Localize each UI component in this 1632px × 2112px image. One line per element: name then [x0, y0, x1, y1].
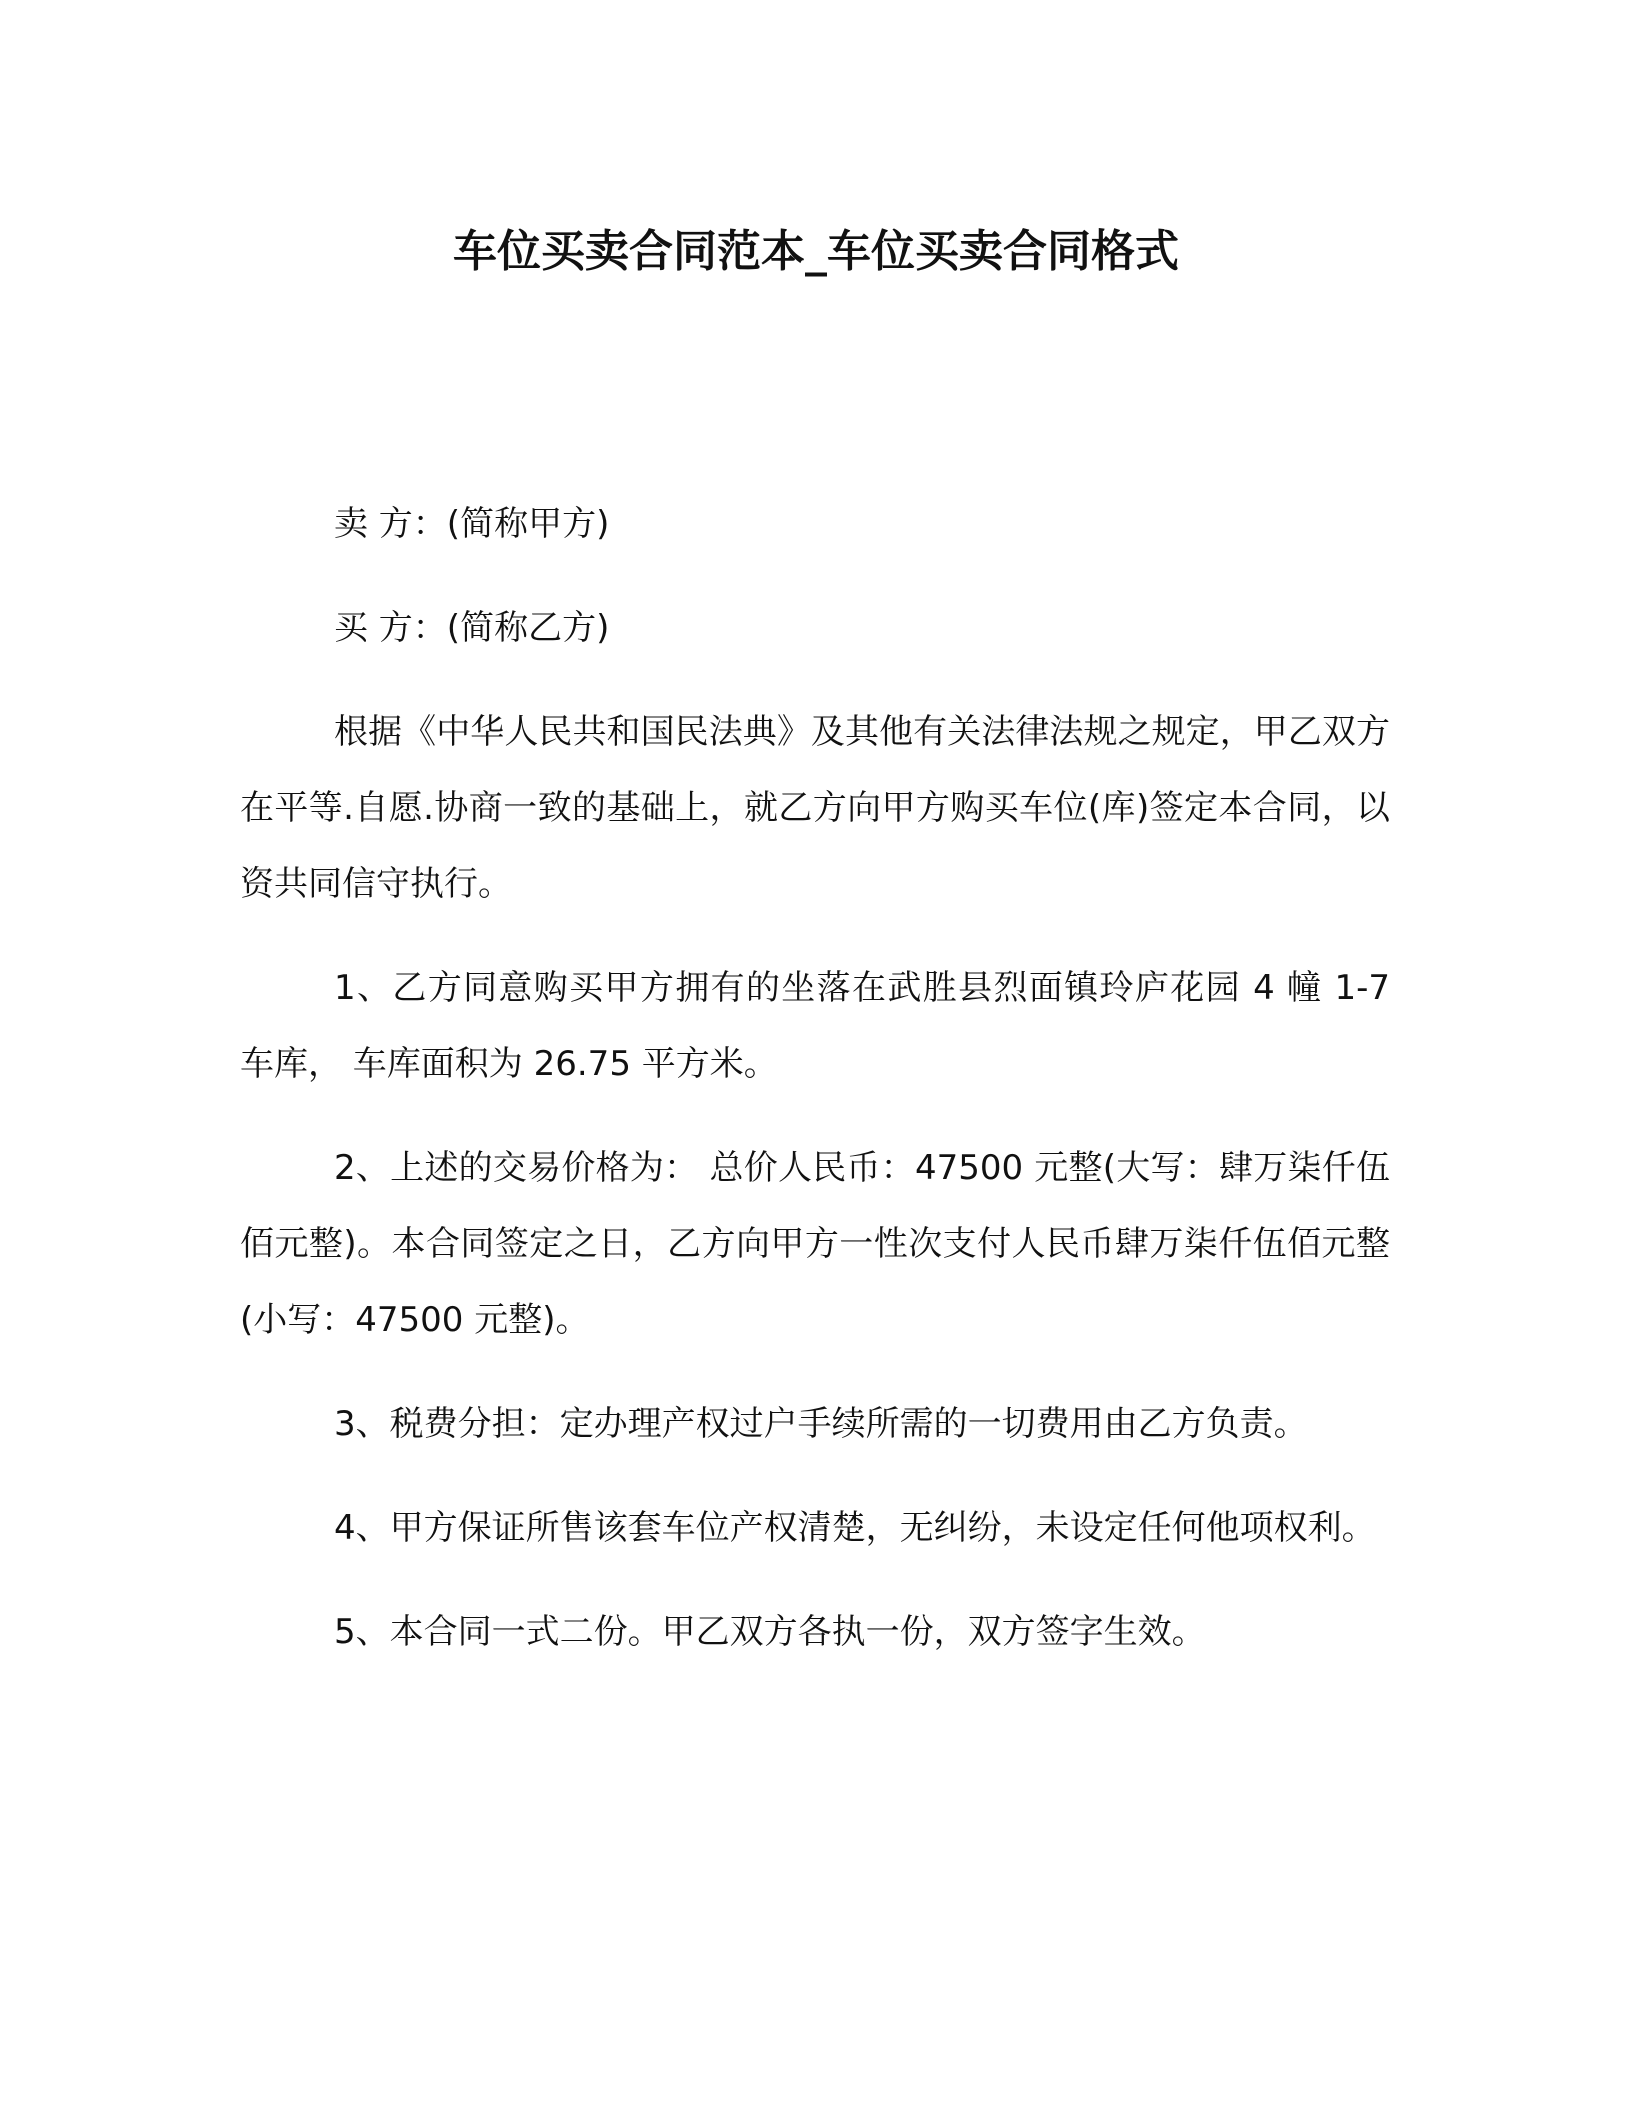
- clause-5: 5、本合同一式二份。甲乙双方各执一份，双方签字生效。: [334, 1612, 1206, 1652]
- clause-2: 2、上述的交易价格为： 总价人民币：47500 元整(大写：肆万柒仟伍佰元整)。本合同签定之日，乙方向甲方一性次支付人民币肆万柒仟伍佰元整(小写：47500 元整)。: [240, 1148, 1390, 1340]
- seller-line: 卖 方：(简称甲方): [334, 504, 610, 544]
- clause-1: 1、乙方同意购买甲方拥有的坐落在武胜县烈面镇玲庐花园 4 幢 1-7 车库， 车库面积为 26.75 平方米。: [240, 968, 1390, 1084]
- intro-paragraph: 根据《中华人民共和国民法典》及其他有关法律法规之规定，甲乙双方在平等.自愿.协商一致的基础上，就乙方向甲方购买车位(库)签定本合同，以资共同信守执行。: [240, 712, 1390, 904]
- document-body: [240, 486, 1390, 1698]
- document-title: 车位买卖合同范本_车位买卖合同格式: [453, 226, 1179, 277]
- clause-3: 3、税费分担：定办理产权过户手续所需的一切费用由乙方负责。: [334, 1404, 1308, 1444]
- clause-4: 4、甲方保证所售该套车位产权清楚，无纠纷，未设定任何他项权利。: [334, 1508, 1376, 1548]
- buyer-line: 买 方：(简称乙方): [334, 608, 610, 648]
